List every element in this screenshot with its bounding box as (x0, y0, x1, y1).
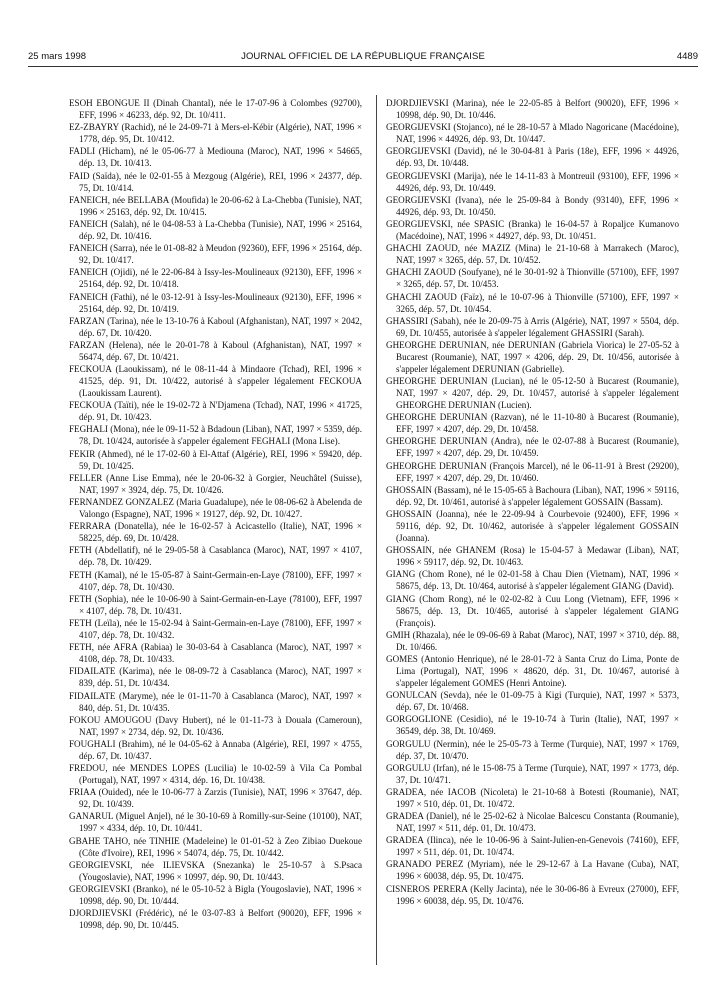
registry-entry: FETH (Sophia), née le 10-06-90 à Saint-Germain-en-Laye (78100), EFF, 1997 × 4107, dép. 78, Dt. 10/431. (69, 593, 362, 616)
registry-entry: FEKIR (Ahmed), né le 17-02-60 à El-Attaf (Algérie), REI, 1996 × 59420, dép. 59, Dt. 10/425. (69, 448, 362, 471)
registry-entry: GHOSSAIN, née GHANEM (Rosa) le 15-04-57 à Medawar (Liban), NAT, 1996 × 59117, dép. 92, Dt. 10/463. (386, 545, 679, 568)
registry-entry: GANARUL (Miguel Anjel), né le 30-10-69 à Romilly-sur-Seine (10100), NAT, 1997 × 4334, dép. 10, Dt. 10/441. (69, 811, 362, 834)
registry-entry: GHASSIRI (Sabah), née le 20-09-75 à Arris (Algérie), NAT, 1997 × 5504, dép. 69, Dt. 10/455, autorisée à s'appeler légalement GHASSIRI (Sarah). (386, 315, 679, 338)
registry-entry: GEORGIEVSKI (Branko), né le 05-10-52 à Bigla (Yougoslavie), NAT, 1996 × 10998, dép. 90, Dt. 10/444. (69, 884, 362, 906)
registry-entry: FANEICH, née BELLABA (Moufida) le 20-06-62 à La-Chebba (Tunisie), NAT, 1996 × 25163, dép. 92, Dt. 10/415. (69, 194, 362, 217)
registry-entry: GHEORGHE DERUNIAN (Lucian), né le 05-12-50 à Bucarest (Roumanie), NAT, 1997 × 4207, dép. 29, Dt. 10/457, autorisé à s'appeler légalement GHEORGHE DERUNIAN (Lucien). (386, 376, 679, 411)
right-column (386, 97, 679, 907)
registry-entry: GORGULU (Nermin), née le 25-05-73 à Terme (Turquie), NAT, 1997 × 1769, dép. 37, Dt. 10/470. (386, 738, 679, 761)
registry-entry: DJORDJIEVSKI (Frédéric), né le 03-07-83 à Belfort (90020), EFF, 1996 × 10998, dép. 90, Dt. 10/445. (69, 908, 362, 931)
registry-entry: FETH (Kamal), né le 15-05-87 à Saint-Germain-en-Laye (78100), EFF, 1997 × 4107, dép. 78, Dt. 10/430. (69, 569, 362, 592)
page-number: 4489 (676, 51, 698, 62)
registry-entry: CISNEROS PERERA (Kelly Jacinta), née le 30-06-86 à Evreux (27000), EFF, 1996 × 60038, dép. 95, Dt. 10/476. (386, 883, 679, 906)
registry-entry: FREDOU, née MENDES LOPES (Lucilia) le 10-02-59 à Vila Ca Pombal (Portugal), NAT, 1997 × 4314, dép. 16, Dt. 10/438. (69, 763, 362, 786)
registry-entry: FELLER (Anne Lise Emma), née le 20-06-32 à Gorgier, Neuchâtel (Suisse), NAT, 1997 × 3924, dép. 75, Dt. 10/426. (69, 472, 362, 495)
registry-entry: GHEORGHE DERUNIAN (Andra), née le 02-07-88 à Bucarest (Roumanie), EFF, 1997 × 4207, dép. 29, Dt. 10/459. (386, 436, 679, 459)
registry-entry: FRIAA (Ouided), née le 10-06-77 à Zarzis (Tunisie), NAT, 1996 × 37647, dép. 92, Dt. 10/439. (69, 787, 362, 810)
page-header (28, 51, 698, 65)
registry-entry: GOMES (Antonio Henrique), né le 28-01-72 à Santa Cruz do Lima, Ponte de Lima (Portugal), NAT, 1996 × 48620, dép. 31, Dt. 10/467, autorisé à s'appeler légalement GOMES (Henri Antoine). (386, 653, 679, 688)
registry-entry: FERNANDEZ GONZALEZ (Maria Guadalupe), née le 08-06-62 à Abelenda de Valongo (Espagne), NAT, 1996 × 19127, dép. 92, Dt. 10/427. (69, 497, 362, 519)
registry-entry: GMIH (Rhazala), née le 09-06-69 à Rabat (Maroc), NAT, 1997 × 3710, dép. 88, Dt. 10/466. (386, 629, 679, 652)
registry-entry: FIDAILATE (Karima), née le 08-09-72 à Casablanca (Maroc), NAT, 1997 × 839, dép. 51, Dt. 10/434. (69, 666, 362, 689)
registry-entry: FARZAN (Tarina), née le 13-10-76 à Kaboul (Afghanistan), NAT, 1997 × 2042, dép. 67, Dt. 10/420. (69, 315, 362, 338)
header-date: 25 mars 1998 (28, 51, 87, 62)
registry-entry: GEORGIEVSKI, née ILIEVSKA (Snezanka) le 25-10-57 à S.Psaca (Yougoslavie), NAT, 1996 × 10997, dép. 90, Dt. 10/443. (69, 859, 362, 882)
registry-entry: FETH (Leïla), née le 15-02-94 à Saint-Germain-en-Laye (78100), EFF, 1997 × 4107, dép. 78, Dt. 10/432. (69, 617, 362, 640)
registry-entry: GHEORGHE DERUNIAN, née DERUNIAN (Gabriela Viorica) le 27-05-52 à Bucarest (Roumanie), NAT, 1997 × 4206, dép. 29, Dt. 10/456, autorisée à s'appeler légalement DERUNIAN (Gabrielle). (386, 339, 679, 374)
registry-entry: GEORGIJEVSKI, née SPASIC (Branka) le 16-04-57 à Ropaljce Kumanovo (Macédoine), NAT, 1996 × 44927, dép. 93, Dt. 10/451. (386, 218, 679, 241)
registry-entry: EZ-ZBAYRY (Rachid), né le 24-09-71 à Mers-el-Kébir (Algérie), NAT, 1996 × 1778, dép. 95, Dt. 10/412. (69, 122, 362, 145)
registry-entry: FIDAILATE (Maryme), née le 01-11-70 à Casablanca (Maroc), NAT, 1997 × 840, dép. 51, Dt. 10/435. (69, 690, 362, 713)
registry-entry: FANEICH (Sarra), née le 01-08-82 à Meudon (92360), EFF, 1996 × 25164, dép. 92, Dt. 10/417. (69, 243, 362, 266)
registry-entry: GRADEA (Daniel), né le 25-02-62 à Nicolae Balcescu Constanta (Roumanie), NAT, 1997 × 511, dép. 01, Dt. 10/473. (386, 811, 679, 834)
registry-entry: FADLI (Hicham), né le 05-06-77 à Mediouna (Maroc), NAT, 1996 × 54665, dép. 13, Dt. 10/413. (69, 146, 362, 169)
registry-entry: FANEICH (Fathi), né le 03-12-91 à Issy-les-Moulineaux (92130), EFF, 1996 × 25164, dép. 92, Dt. 10/419. (69, 291, 362, 314)
registry-entry: FOKOU AMOUGOU (Davy Hubert), né le 01-11-73 à Douala (Cameroun), NAT, 1997 × 2734, dép. 92, Dt. 10/436. (69, 714, 362, 737)
registry-entry: GIANG (Chom Rong), né le 02-02-82 à Cuu Long (Vietnam), EFF, 1996 × 58675, dép. 13, Dt. 10/465, autorisé à s'appeler légalement GIANG (François). (386, 593, 679, 628)
registry-entry: FARZAN (Helena), née le 20-01-78 à Kaboul (Afghanistan), NAT, 1997 × 56474, dép. 67, Dt. 10/421. (69, 339, 362, 362)
registry-entry: GHOSSAIN (Bassam), né le 15-05-65 à Bachoura (Liban), NAT, 1996 × 59116, dép. 92, Dt. 10/461, autorisé à s'appeler légalement GOSSAIN (Bassam). (386, 484, 679, 507)
registry-entry: GEORGIJEVSKI (Marija), née le 14-11-83 à Montreuil (93100), EFF, 1996 × 44926, dép. 93, Dt. 10/449. (386, 170, 679, 193)
registry-entry: FAID (Saïda), née le 02-01-55 à Mezgoug (Algérie), REI, 1996 × 24377, dép. 75, Dt. 10/414. (69, 170, 362, 193)
registry-entry: GRADEA, née IACOB (Nicoleta) le 21-10-68 à Botesti (Roumanie), NAT, 1997 × 510, dép. 01, Dt. 10/472. (386, 786, 679, 809)
registry-entry: FERRARA (Donatella), née le 16-02-57 à Acicastello (Italie), NAT, 1996 × 58225, dép. 69, Dt. 10/428. (69, 521, 362, 544)
header-title: JOURNAL OFFICIEL DE LA RÉPUBLIQUE FRANÇAISE (241, 51, 485, 62)
registry-entry: FECKOUA (Taïti), née le 19-02-72 à N'Djamena (Tchad), NAT, 1996 × 41725, dép. 91, Dt. 10/423. (69, 400, 362, 423)
registry-entry: FETH (Abdellatif), né le 29-05-58 à Casablanca (Maroc), NAT, 1997 × 4107, dép. 78, Dt. 10/429. (69, 545, 362, 568)
registry-entry: GEORGIJEVSKI (Ivana), née le 25-09-84 à Bondy (93140), EFF, 1996 × 44926, dép. 93, Dt. 10/450. (386, 194, 679, 217)
registry-entry: FANEICH (Ojidi), né le 22-06-84 à Issy-les-Moulineaux (92130), EFF, 1996 × 25164, dép. 92, Dt. 10/418. (69, 267, 362, 290)
registry-entry: GORGOGLIONE (Cesidio), né le 19-10-74 à Turin (Italie), NAT, 1997 × 36549, dép. 38, Dt. 10/469. (386, 714, 679, 737)
registry-entry: GHACHI ZAOUD (Faïz), né le 10-07-96 à Thionville (57100), EFF, 1997 × 3265, dép. 57, Dt. 10/454. (386, 291, 679, 314)
registry-entry: GHEORGHE DERUNIAN (François Marcel), né le 06-11-91 à Brest (29200), EFF, 1997 × 4207, dép. 29, Dt. 10/460. (386, 460, 679, 483)
left-column (69, 97, 362, 931)
registry-entry: FECKOUA (Laoukissam), né le 08-11-44 à Mindaore (Tchad), REI, 1996 × 41525, dép. 91, Dt. 10/422, autorisé à s'appeler légalement FECKOUA (Laoukissam Laurent). (69, 364, 362, 399)
registry-entry: GBAHE TAHO, née TINHIE (Madeleine) le 01-01-52 à Zeo Zibiao Duekoue (Côte d'Ivoire), REI, 1996 × 54074, dép. 75, Dt. 10/442. (69, 835, 362, 858)
column-divider (376, 95, 377, 965)
registry-entry: DJORDJIEVSKI (Marina), née le 22-05-85 à Belfort (90020), EFF, 1996 × 10998, dép. 90, Dt. 10/446. (386, 98, 679, 120)
registry-entry: ESOH EBONGUE II (Dinah Chantal), née le 17-07-96 à Colombes (92700), EFF, 1996 × 46233, dép. 92, Dt. 10/411. (69, 98, 362, 120)
registry-entry: GHACHI ZAOUD (Soufyane), né le 30-01-92 à Thionville (57100), EFF, 1997 × 3265, dép. 57, Dt. 10/453. (386, 267, 679, 290)
registry-entry: GHEORGHE DERUNIAN (Razvan), né le 11-10-80 à Bucarest (Roumanie), EFF, 1997 × 4207, dép. 29, Dt. 10/458. (386, 412, 679, 435)
registry-entry: GHOSSAIN (Joanna), née le 22-09-94 à Courbevoie (92400), EFF, 1996 × 59116, dép. 92, Dt. 10/462, autorisée à s'appeler légalement GOSSAIN (Joanna). (386, 509, 679, 543)
registry-entry: FEGHALI (Mona), née le 09-11-52 à Bdadoun (Liban), NAT, 1997 × 5359, dép. 78, Dt. 10/424, autorisée à s'appeler également FEGHALI (Mona Lise). (69, 424, 362, 447)
registry-entry: FETH, née AFRA (Rabiaa) le 30-03-64 à Casablanca (Maroc), NAT, 1997 × 4108, dép. 78, Dt. 10/433. (69, 642, 362, 665)
header-rule (28, 66, 698, 67)
registry-entry: FANEICH (Salah), né le 04-08-53 à La-Chebba (Tunisie), NAT, 1996 × 25164, dép. 92, Dt. 10/416. (69, 218, 362, 241)
registry-entry: GIANG (Chom Rone), né le 02-01-58 à Chau Dien (Vietnam), NAT, 1996 × 58675, dép. 13, Dt. 10/464, autorisé à s'appeler légalement GIANG (David). (386, 569, 679, 592)
registry-entry: GEORGIJEVSKI (David), né le 30-04-81 à Paris (18e), EFF, 1996 × 44926, dép. 93, Dt. 10/448. (386, 146, 679, 169)
registry-entry: GORGULU (Irfan), né le 15-08-75 à Terme (Turquie), NAT, 1997 × 1773, dép. 37, Dt. 10/471. (386, 762, 679, 785)
registry-entry: GRADEA (Ilinca), née le 10-06-96 à Saint-Julien-en-Genevois (74160), EFF, 1997 × 511, dép. 01, Dt. 10/474. (386, 835, 679, 858)
registry-entry: GRANADO PEREZ (Myriam), née le 29-12-67 à La Havane (Cuba), NAT, 1996 × 60038, dép. 95, Dt. 10/475. (386, 859, 679, 882)
registry-entry: GEORGIJEVSKI (Stojanco), né le 28-10-57 à Mlado Nagoricane (Macédoine), NAT, 1996 × 44926, dép. 93, Dt. 10/447. (386, 122, 679, 145)
registry-entry: FOUGHALI (Brahim), né le 04-05-62 à Annaba (Algérie), REI, 1997 × 4755, dép. 67, Dt. 10/437. (69, 738, 362, 761)
registry-entry: GONULCAN (Sevda), née le 01-09-75 à Kigi (Turquie), NAT, 1997 × 5373, dép. 67, Dt. 10/468. (386, 690, 679, 713)
registry-entry: GHACHI ZAOUD, née MAZIZ (Mina) le 21-10-68 à Marrakech (Maroc), NAT, 1997 × 3265, dép. 57, Dt. 10/452. (386, 243, 679, 266)
